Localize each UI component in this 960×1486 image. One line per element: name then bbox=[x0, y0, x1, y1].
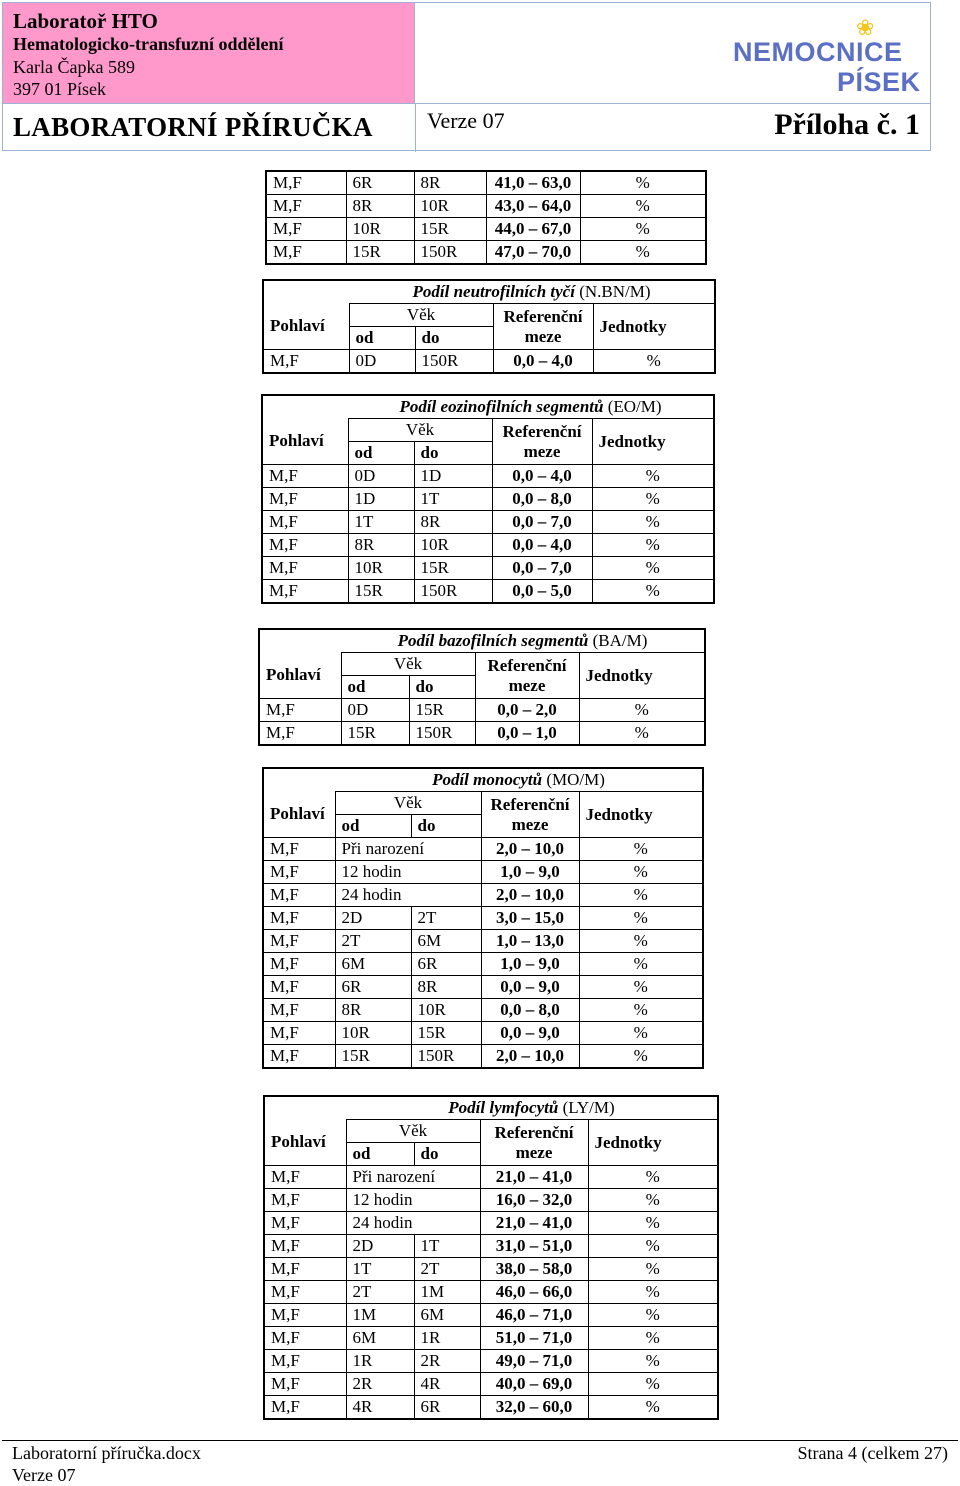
table-title-row bbox=[263, 768, 703, 792]
unit-cell: % bbox=[580, 241, 706, 265]
age-from-cell: 6M bbox=[335, 953, 411, 976]
gender-cell: M,F bbox=[264, 1212, 346, 1235]
table-row bbox=[263, 861, 703, 884]
age-to-cell: 8R bbox=[414, 171, 486, 195]
lab-address-block bbox=[3, 3, 415, 103]
table-title-text: Podíl neutrofilních tyčí bbox=[412, 282, 575, 301]
header-version: Verze 07 bbox=[427, 108, 505, 133]
range-cell: 44,0 – 67,0 bbox=[486, 218, 580, 241]
table-row bbox=[264, 1258, 718, 1281]
age-from-cell: Při narození bbox=[346, 1166, 480, 1189]
age-to-cell: 8R bbox=[414, 511, 492, 534]
age-from-cell: 1M bbox=[346, 1304, 414, 1327]
flower-icon: ❀ bbox=[856, 15, 875, 40]
reference-table bbox=[263, 1095, 719, 1420]
units-header: Jednotky bbox=[579, 653, 705, 699]
range-cell: 0,0 – 4,0 bbox=[493, 350, 593, 374]
reference-header-line1: Referenční bbox=[494, 1122, 574, 1142]
unit-cell: % bbox=[588, 1258, 718, 1281]
age-from-cell: 15R bbox=[341, 722, 409, 746]
logo-line2: PÍSEK bbox=[837, 67, 921, 97]
age-from-cell: 6R bbox=[335, 976, 411, 999]
range-cell: 49,0 – 71,0 bbox=[480, 1350, 588, 1373]
reference-table bbox=[261, 394, 715, 604]
unit-cell: % bbox=[579, 907, 703, 930]
table-row bbox=[264, 1189, 718, 1212]
unit-cell: % bbox=[592, 488, 714, 511]
footer-version: Verze 07 bbox=[12, 1465, 76, 1485]
age-from-cell: 2R bbox=[346, 1373, 414, 1396]
range-cell: 0,0 – 9,0 bbox=[481, 1022, 579, 1045]
gender-header: Pohlaví bbox=[259, 653, 341, 699]
table-row bbox=[264, 1166, 718, 1189]
table-title-text: Podíl bazofilních segmentů bbox=[397, 631, 589, 650]
age-from-cell: 8R bbox=[346, 195, 414, 218]
unit-cell: % bbox=[592, 580, 714, 604]
age-to-cell: 4R bbox=[414, 1373, 480, 1396]
table-row bbox=[263, 930, 703, 953]
footer-filename: Laboratorní příručka.docx bbox=[12, 1443, 201, 1463]
reference-header-line2: meze bbox=[508, 675, 546, 695]
age-to-cell: 2R bbox=[414, 1350, 480, 1373]
gender-cell: M,F bbox=[263, 1045, 335, 1069]
table-row bbox=[263, 350, 715, 374]
gender-cell: M,F bbox=[263, 884, 335, 907]
unit-cell: % bbox=[588, 1396, 718, 1420]
unit-cell: % bbox=[592, 511, 714, 534]
department-name: Hematologicko-transfuzní oddělení bbox=[13, 34, 284, 54]
unit-cell: % bbox=[579, 930, 703, 953]
units-header: Jednotky bbox=[579, 792, 703, 838]
gender-header: Pohlaví bbox=[264, 1120, 346, 1166]
table-title-row bbox=[262, 395, 714, 419]
gender-cell: M,F bbox=[264, 1166, 346, 1189]
monocyte-continuation-table bbox=[265, 170, 707, 265]
age-to-cell: 2T bbox=[414, 1258, 480, 1281]
gender-cell: M,F bbox=[263, 976, 335, 999]
table-row bbox=[263, 1022, 703, 1045]
reference-header-line1: Referenční bbox=[487, 655, 567, 675]
age-to-cell: 150R bbox=[414, 241, 486, 265]
age-to-header: do bbox=[414, 442, 492, 465]
gender-cell: M,F bbox=[266, 171, 346, 195]
unit-cell: % bbox=[579, 838, 703, 861]
unit-cell: % bbox=[580, 218, 706, 241]
age-from-cell: 8R bbox=[335, 999, 411, 1022]
age-to-cell: 150R bbox=[414, 580, 492, 604]
age-to-header: do bbox=[409, 676, 475, 699]
age-to-cell: 150R bbox=[409, 722, 475, 746]
range-cell: 21,0 – 41,0 bbox=[480, 1166, 588, 1189]
age-from-cell: 10R bbox=[348, 557, 414, 580]
table-row bbox=[264, 1304, 718, 1327]
range-cell: 1,0 – 9,0 bbox=[481, 953, 579, 976]
age-to-cell: 1R bbox=[414, 1327, 480, 1350]
range-cell: 40,0 – 69,0 bbox=[480, 1373, 588, 1396]
reference-table bbox=[262, 279, 716, 374]
table-title-text: Podíl eozinofilních segmentů bbox=[399, 397, 604, 416]
table-row bbox=[264, 1396, 718, 1420]
age-from-cell: 2T bbox=[335, 930, 411, 953]
age-from-cell: Při narození bbox=[335, 838, 481, 861]
unit-cell: % bbox=[588, 1166, 718, 1189]
age-from-cell: 0D bbox=[341, 699, 409, 722]
reference-header bbox=[493, 304, 593, 350]
age-from-header: od bbox=[349, 327, 415, 350]
age-to-cell: 8R bbox=[411, 976, 481, 999]
manual-title: LABORATORNÍ PŘÍRUČKA bbox=[13, 112, 373, 142]
title-spacer bbox=[263, 768, 335, 792]
unit-cell: % bbox=[580, 171, 706, 195]
table-row bbox=[262, 534, 714, 557]
range-cell: 1,0 – 13,0 bbox=[481, 930, 579, 953]
unit-cell: % bbox=[580, 195, 706, 218]
age-from-cell: 15R bbox=[348, 580, 414, 604]
gender-cell: M,F bbox=[263, 1022, 335, 1045]
gender-cell: M,F bbox=[264, 1396, 346, 1420]
unit-cell: % bbox=[588, 1235, 718, 1258]
gender-cell: M,F bbox=[266, 241, 346, 265]
age-from-header: od bbox=[346, 1143, 414, 1166]
range-cell: 46,0 – 66,0 bbox=[480, 1281, 588, 1304]
table-title-row bbox=[259, 629, 705, 653]
range-cell: 46,0 – 71,0 bbox=[480, 1304, 588, 1327]
age-to-cell: 10R bbox=[414, 534, 492, 557]
gender-cell: M,F bbox=[262, 557, 348, 580]
gender-cell: M,F bbox=[263, 838, 335, 861]
title-spacer bbox=[263, 280, 349, 304]
table-row bbox=[264, 1373, 718, 1396]
table-row bbox=[263, 884, 703, 907]
gender-header: Pohlaví bbox=[263, 792, 335, 838]
range-cell: 16,0 – 32,0 bbox=[480, 1189, 588, 1212]
gender-cell: M,F bbox=[262, 488, 348, 511]
table-row bbox=[262, 580, 714, 604]
table-header-row bbox=[259, 653, 705, 676]
age-to-cell: 10R bbox=[414, 195, 486, 218]
logo-line1: NEMOCNICE bbox=[733, 37, 903, 67]
age-from-cell: 24 hodin bbox=[346, 1212, 480, 1235]
age-to-cell: 6R bbox=[411, 953, 481, 976]
city-address: 397 01 Písek bbox=[13, 79, 107, 99]
unit-cell: % bbox=[579, 976, 703, 999]
age-from-cell: 24 hodin bbox=[335, 884, 481, 907]
age-header: Věk bbox=[335, 792, 481, 815]
unit-cell: % bbox=[588, 1304, 718, 1327]
table-row bbox=[263, 838, 703, 861]
age-from-cell: 6R bbox=[346, 171, 414, 195]
age-to-cell: 15R bbox=[414, 218, 486, 241]
unit-cell: % bbox=[579, 1045, 703, 1069]
age-to-cell: 6M bbox=[414, 1304, 480, 1327]
age-from-cell: 15R bbox=[346, 241, 414, 265]
age-header: Věk bbox=[341, 653, 475, 676]
reference-header-line1: Referenční bbox=[490, 794, 570, 814]
gender-cell: M,F bbox=[264, 1258, 346, 1281]
unit-cell: % bbox=[579, 999, 703, 1022]
range-cell: 1,0 – 9,0 bbox=[481, 861, 579, 884]
table-row bbox=[266, 195, 706, 218]
gender-cell: M,F bbox=[263, 999, 335, 1022]
range-cell: 21,0 – 41,0 bbox=[480, 1212, 588, 1235]
table-abbreviation: (LY/M) bbox=[562, 1098, 615, 1117]
range-cell: 41,0 – 63,0 bbox=[486, 171, 580, 195]
unit-cell: % bbox=[592, 534, 714, 557]
age-to-cell: 15R bbox=[414, 557, 492, 580]
range-cell: 0,0 – 4,0 bbox=[492, 534, 592, 557]
range-cell: 38,0 – 58,0 bbox=[480, 1258, 588, 1281]
table-header-row bbox=[264, 1120, 718, 1143]
age-to-cell: 15R bbox=[411, 1022, 481, 1045]
range-cell: 47,0 – 70,0 bbox=[486, 241, 580, 265]
table-row bbox=[266, 218, 706, 241]
unit-cell: % bbox=[588, 1350, 718, 1373]
table-row bbox=[264, 1281, 718, 1304]
gender-cell: M,F bbox=[262, 465, 348, 488]
table-row bbox=[259, 699, 705, 722]
title-spacer bbox=[264, 1096, 346, 1120]
table-row bbox=[262, 488, 714, 511]
range-cell: 0,0 – 8,0 bbox=[481, 999, 579, 1022]
units-header: Jednotky bbox=[592, 419, 714, 465]
age-to-cell: 6R bbox=[414, 1396, 480, 1420]
age-from-cell: 4R bbox=[346, 1396, 414, 1420]
table-row bbox=[262, 511, 714, 534]
lab-name: Laboratoř HTO bbox=[13, 9, 158, 33]
reference-header-line2: meze bbox=[524, 326, 562, 346]
unit-cell: % bbox=[588, 1327, 718, 1350]
reference-header-line2: meze bbox=[511, 814, 549, 834]
gender-cell: M,F bbox=[263, 907, 335, 930]
gender-cell: M,F bbox=[264, 1281, 346, 1304]
age-to-cell: 150R bbox=[415, 350, 493, 374]
reference-table bbox=[258, 628, 706, 746]
table-title bbox=[335, 768, 703, 792]
reference-header-line2: meze bbox=[523, 441, 561, 461]
age-from-cell: 1T bbox=[348, 511, 414, 534]
reference-table bbox=[262, 767, 704, 1069]
reference-header bbox=[492, 419, 592, 465]
range-cell: 0,0 – 2,0 bbox=[475, 699, 579, 722]
age-to-header: do bbox=[414, 1143, 480, 1166]
age-from-cell: 10R bbox=[346, 218, 414, 241]
range-cell: 0,0 – 5,0 bbox=[492, 580, 592, 604]
title-spacer bbox=[262, 395, 348, 419]
range-cell: 2,0 – 10,0 bbox=[481, 884, 579, 907]
gender-cell: M,F bbox=[264, 1327, 346, 1350]
units-header: Jednotky bbox=[593, 304, 715, 350]
unit-cell: % bbox=[592, 557, 714, 580]
age-to-cell: 150R bbox=[411, 1045, 481, 1069]
table-row bbox=[263, 999, 703, 1022]
table-row bbox=[259, 722, 705, 746]
age-to-header: do bbox=[415, 327, 493, 350]
table-title bbox=[341, 629, 705, 653]
table-row bbox=[263, 976, 703, 999]
age-to-cell: 1D bbox=[414, 465, 492, 488]
gender-cell: M,F bbox=[264, 1189, 346, 1212]
table-row bbox=[264, 1235, 718, 1258]
range-cell: 43,0 – 64,0 bbox=[486, 195, 580, 218]
table-row bbox=[263, 953, 703, 976]
header-divider bbox=[415, 104, 416, 152]
age-to-cell: 2T bbox=[411, 907, 481, 930]
range-cell: 31,0 – 51,0 bbox=[480, 1235, 588, 1258]
age-to-cell: 6M bbox=[411, 930, 481, 953]
age-from-cell: 10R bbox=[335, 1022, 411, 1045]
table-title-text: Podíl monocytů bbox=[432, 770, 543, 789]
unit-cell: % bbox=[579, 884, 703, 907]
table-title bbox=[348, 395, 714, 419]
age-header: Věk bbox=[349, 304, 493, 327]
gender-cell: M,F bbox=[259, 699, 341, 722]
age-from-cell: 1T bbox=[346, 1258, 414, 1281]
table-header-row bbox=[263, 304, 715, 327]
title-spacer bbox=[259, 629, 341, 653]
header-title-row bbox=[3, 103, 930, 152]
table-title bbox=[346, 1096, 718, 1120]
footer-page-number: Strana 4 (celkem 27) bbox=[797, 1443, 948, 1463]
hospital-logo bbox=[733, 15, 923, 100]
range-cell: 0,0 – 4,0 bbox=[492, 465, 592, 488]
unit-cell: % bbox=[593, 350, 715, 374]
table-row bbox=[262, 465, 714, 488]
age-to-cell: 15R bbox=[409, 699, 475, 722]
age-from-cell: 0D bbox=[348, 465, 414, 488]
table-row bbox=[262, 557, 714, 580]
range-cell: 51,0 – 71,0 bbox=[480, 1327, 588, 1350]
unit-cell: % bbox=[579, 953, 703, 976]
range-cell: 0,0 – 7,0 bbox=[492, 557, 592, 580]
age-from-cell: 2D bbox=[346, 1235, 414, 1258]
age-from-cell: 15R bbox=[335, 1045, 411, 1069]
gender-header: Pohlaví bbox=[263, 304, 349, 350]
age-header: Věk bbox=[346, 1120, 480, 1143]
unit-cell: % bbox=[588, 1373, 718, 1396]
age-from-cell: 6M bbox=[346, 1327, 414, 1350]
table-abbreviation: (BA/M) bbox=[592, 631, 648, 650]
page-header bbox=[2, 2, 931, 151]
table-row bbox=[264, 1212, 718, 1235]
gender-cell: M,F bbox=[263, 861, 335, 884]
range-cell: 0,0 – 8,0 bbox=[492, 488, 592, 511]
reference-header-line1: Referenční bbox=[503, 306, 583, 326]
table-row bbox=[264, 1327, 718, 1350]
range-cell: 32,0 – 60,0 bbox=[480, 1396, 588, 1420]
street-address: Karla Čapka 589 bbox=[13, 57, 135, 77]
range-cell: 3,0 – 15,0 bbox=[481, 907, 579, 930]
age-to-cell: 1T bbox=[414, 1235, 480, 1258]
table-row bbox=[266, 171, 706, 195]
age-from-header: od bbox=[341, 676, 409, 699]
unit-cell: % bbox=[588, 1281, 718, 1304]
age-from-cell: 2T bbox=[346, 1281, 414, 1304]
gender-header: Pohlaví bbox=[262, 419, 348, 465]
gender-cell: M,F bbox=[262, 534, 348, 557]
table-row bbox=[264, 1350, 718, 1373]
table-abbreviation: (N.BN/M) bbox=[579, 282, 651, 301]
unit-cell: % bbox=[592, 465, 714, 488]
gender-cell: M,F bbox=[264, 1304, 346, 1327]
table-header-row bbox=[263, 792, 703, 815]
table-abbreviation: (EO/M) bbox=[607, 397, 662, 416]
age-from-cell: 0D bbox=[349, 350, 415, 374]
age-to-cell: 1M bbox=[414, 1281, 480, 1304]
age-from-cell: 1R bbox=[346, 1350, 414, 1373]
unit-cell: % bbox=[579, 722, 705, 746]
age-from-cell: 2D bbox=[335, 907, 411, 930]
gender-cell: M,F bbox=[264, 1235, 346, 1258]
age-to-cell: 1T bbox=[414, 488, 492, 511]
reference-header bbox=[480, 1120, 588, 1166]
age-from-cell: 8R bbox=[348, 534, 414, 557]
age-from-header: od bbox=[335, 815, 411, 838]
table-title-row bbox=[264, 1096, 718, 1120]
units-header: Jednotky bbox=[588, 1120, 718, 1166]
reference-header-line2: meze bbox=[515, 1142, 553, 1162]
unit-cell: % bbox=[579, 699, 705, 722]
unit-cell: % bbox=[588, 1212, 718, 1235]
table-title-text: Podíl lymfocytů bbox=[448, 1098, 559, 1117]
reference-header bbox=[481, 792, 579, 838]
reference-header bbox=[475, 653, 579, 699]
table-row bbox=[266, 241, 706, 265]
gender-cell: M,F bbox=[262, 511, 348, 534]
gender-cell: M,F bbox=[266, 218, 346, 241]
gender-cell: M,F bbox=[264, 1373, 346, 1396]
gender-cell: M,F bbox=[263, 930, 335, 953]
age-from-cell: 1D bbox=[348, 488, 414, 511]
gender-cell: M,F bbox=[262, 580, 348, 604]
unit-cell: % bbox=[588, 1189, 718, 1212]
age-from-header: od bbox=[348, 442, 414, 465]
age-to-header: do bbox=[411, 815, 481, 838]
range-cell: 2,0 – 10,0 bbox=[481, 1045, 579, 1069]
footer-rule bbox=[2, 1440, 958, 1441]
unit-cell: % bbox=[579, 861, 703, 884]
age-from-cell: 12 hodin bbox=[335, 861, 481, 884]
unit-cell: % bbox=[579, 1022, 703, 1045]
age-header: Věk bbox=[348, 419, 492, 442]
table-title bbox=[349, 280, 715, 304]
range-cell: 2,0 – 10,0 bbox=[481, 838, 579, 861]
gender-cell: M,F bbox=[259, 722, 341, 746]
range-cell: 0,0 – 9,0 bbox=[481, 976, 579, 999]
reference-header-line1: Referenční bbox=[502, 421, 582, 441]
table-abbreviation: (MO/M) bbox=[546, 770, 605, 789]
table-row bbox=[263, 907, 703, 930]
table-row bbox=[263, 1045, 703, 1069]
range-cell: 0,0 – 1,0 bbox=[475, 722, 579, 746]
appendix-label: Příloha č. 1 bbox=[774, 108, 920, 141]
gender-cell: M,F bbox=[264, 1350, 346, 1373]
gender-cell: M,F bbox=[263, 953, 335, 976]
gender-cell: M,F bbox=[263, 350, 349, 374]
table-header-row bbox=[262, 419, 714, 442]
age-to-cell: 10R bbox=[411, 999, 481, 1022]
gender-cell: M,F bbox=[266, 195, 346, 218]
age-from-cell: 12 hodin bbox=[346, 1189, 480, 1212]
range-cell: 0,0 – 7,0 bbox=[492, 511, 592, 534]
table-title-row bbox=[263, 280, 715, 304]
